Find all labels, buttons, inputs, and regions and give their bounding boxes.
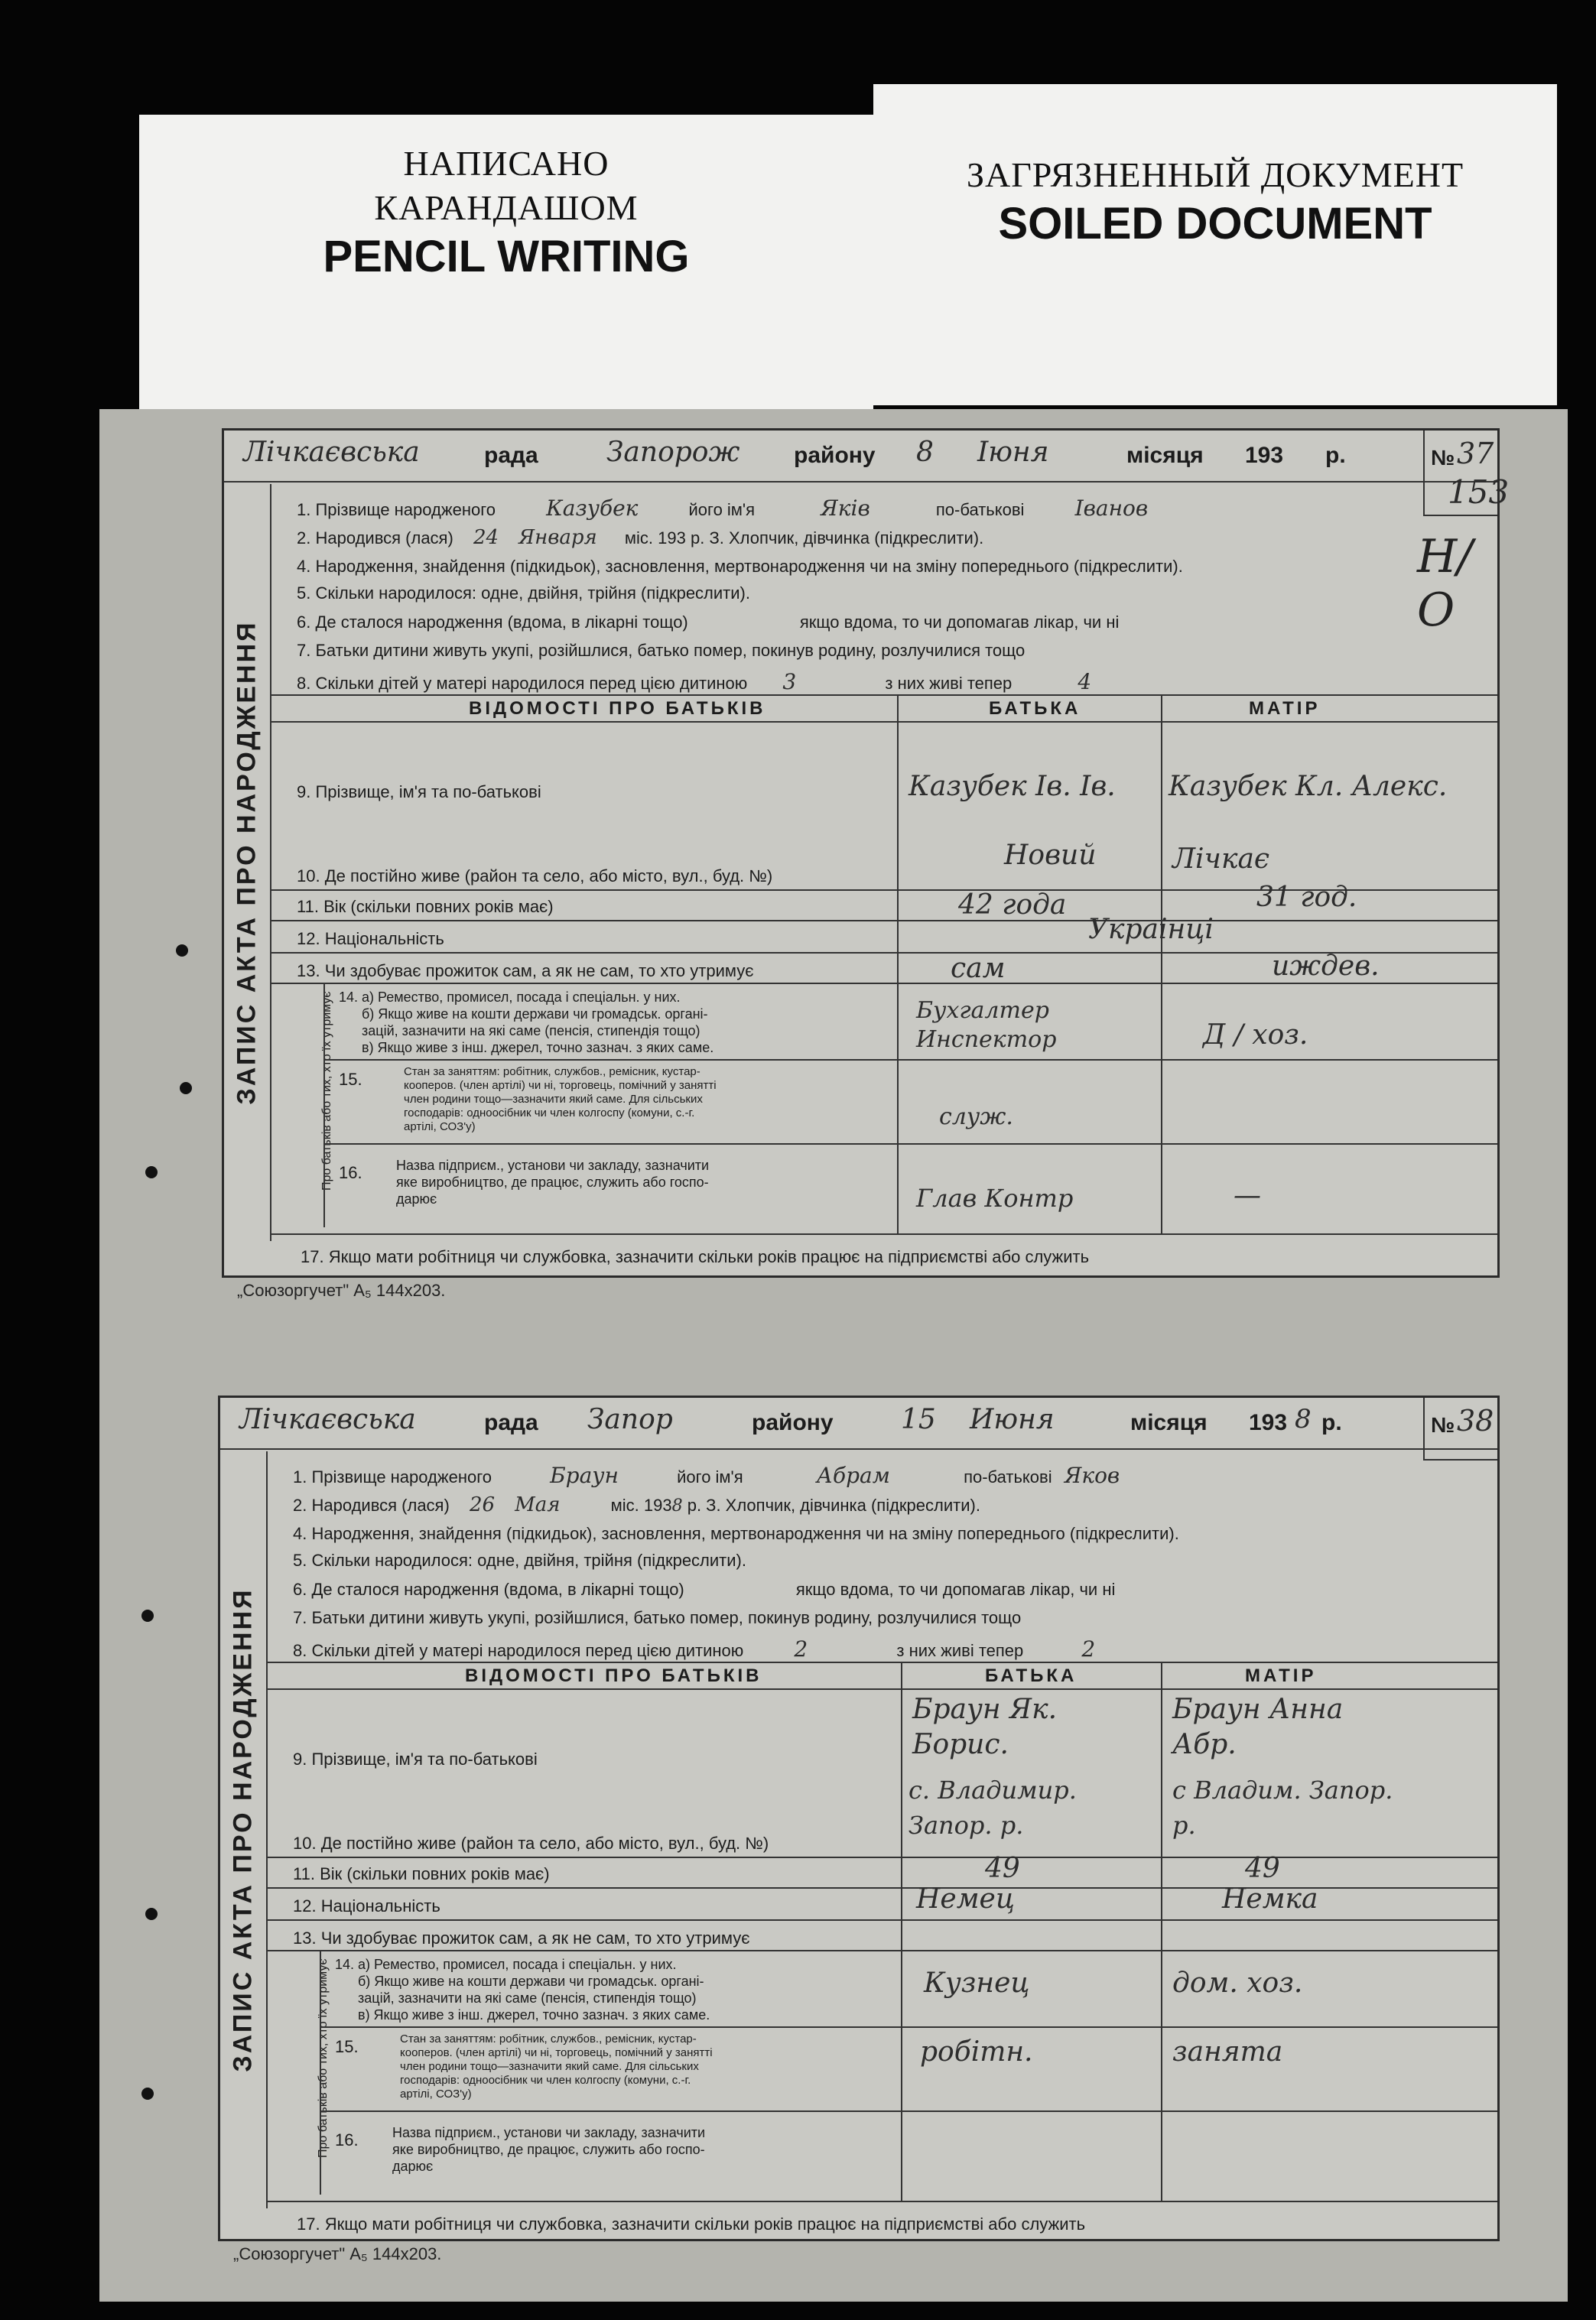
line-17: 17. Якщо мати робітниця чи службовка, зазначити скільки років працює на підприємстві або служить: [301, 1247, 1090, 1266]
col-header-info: ВІДОМОСТІ ПРО БАТЬКІВ: [469, 698, 766, 719]
col-header-mother: МАТІР: [1249, 698, 1321, 719]
month-label: місяця: [1130, 1410, 1208, 1435]
side-title-column: [224, 484, 271, 1241]
year-suffix: р.: [1321, 1410, 1342, 1435]
pencil-writing-label: [139, 115, 873, 421]
pencil-label-ru-2: КАРАНДАШОМ: [374, 188, 639, 227]
line-14a: 14. а) Ремество, промисел, посада і спеціальн. у них.: [339, 989, 681, 1005]
line-14c: в) Якщо живе з інш. джерел, точно зазнач. з яких саме.: [362, 1040, 714, 1055]
line-10: 10. Де постійно живе (район та село, або місто, вул., буд. №): [297, 866, 773, 885]
birth-month: Мая: [515, 1493, 561, 1516]
nationality: Украінці: [1088, 914, 1214, 945]
father-residence: с. Владимир. Запор. р.: [909, 1776, 1077, 1840]
patronymic: Іванов: [1074, 496, 1149, 521]
line-8: 8. Скільки дітей у матері народилося перед цією дитиною 3 з них живі тепер 4: [297, 669, 1092, 694]
rada-label: рада: [484, 1410, 538, 1435]
rada-label: рада: [484, 443, 538, 468]
mother-enterprise: —: [1234, 1180, 1261, 1211]
line-10: 10. Де постійно живе (район та село, або місто, вул., буд. №): [293, 1834, 769, 1853]
line-15-number: 15.: [335, 2037, 359, 2056]
father-status: служ.: [939, 1103, 1013, 1130]
soiled-label-en: SOILED DOCUMENT: [998, 199, 1432, 249]
father-residence: Новий: [1004, 840, 1097, 871]
line-8: 8. Скільки дітей у матері народилося перед цією дитиною 2 з них живі тепер 2: [293, 1636, 1096, 1662]
birth-year-digit: 8: [671, 1496, 683, 1516]
month-value: Июня: [970, 1404, 1055, 1435]
parents-subsection-label: Про батьків або тих, хто їх утримує: [317, 1958, 330, 2158]
first-name: Яків: [821, 496, 870, 521]
father-status: робітн.: [920, 2036, 1033, 2068]
record-number: 38: [1457, 1404, 1494, 1438]
children-before: 2: [794, 1636, 808, 1662]
father-age: 42 года: [958, 889, 1067, 921]
binding-hole: [141, 1610, 154, 1622]
father-name: Казубек Ів. Ів.: [909, 771, 1116, 802]
line-7: 7. Батьки дитини живуть укупі, розійшлися, батько помер, покинув родину, розлучилися тощо: [297, 641, 1026, 660]
number-label: №: [1431, 1413, 1455, 1437]
line-14c: в) Якщо живе з інш. джерел, точно зазнач. з яких саме.: [358, 2007, 710, 2023]
parents-subsection-label: Про батьків або тих, хто їх утримує: [320, 991, 333, 1191]
number-label: №: [1431, 446, 1455, 470]
line-7: 7. Батьки дитини живуть укупі, розійшлися, батько помер, покинув родину, розлучилися тощо: [293, 1608, 1022, 1627]
line-6: 6. Де сталося народження (вдома, в лікарні тощо) якщо вдома, то чи допомагав лікар, чи ні: [297, 612, 1120, 632]
line-15-text: Стан за заняттям: робітник, службов., ремісник, кустар- кооперов. (член артілі) чи ні, торговець, помічний у занятті член родини тощо—зазначити який саме. Для сільських господарів: одноосібник чи член колгоспу (комуни, с.-г. артілі, СОЗ'у): [404, 1065, 717, 1133]
birth-record-form-2: [218, 1396, 1500, 2241]
line-2: 2. Народився (лася) 24 Января міс. 193 р. З. Хлопчик, дівчинка (підкреслити).: [297, 526, 984, 549]
line-16-number: 16.: [335, 2130, 359, 2149]
line-4: 4. Народження, знайдення (підкидьок), засновлення, мертвонародження чи на зміну попереднього (підкреслити).: [293, 1524, 1179, 1543]
binding-hole: [180, 1082, 192, 1094]
year-suffix: р.: [1325, 443, 1346, 468]
margin-mark: Н/О: [1417, 530, 1473, 637]
soiled-document-label: [873, 84, 1557, 405]
surname: Казубек: [546, 496, 639, 521]
father-enterprise: Глав Контр: [916, 1184, 1074, 1213]
mother-trade: дом. хоз.: [1172, 1967, 1303, 1999]
side-title-column: [220, 1451, 268, 2208]
line-1: 1. Прізвище народженого Казубек його ім'я Яків по-батькові Іванов: [297, 496, 1149, 521]
father-age: 49: [985, 1853, 1020, 1884]
year-digit: 8: [1295, 1404, 1312, 1435]
record-number-box: [1423, 1398, 1497, 1461]
line-14b1: б) Якщо живе на кошти держави чи громадськ. органі-: [358, 1974, 704, 1989]
line-14b2: зацій, зазначити на які саме (пенсія, стипендія тощо): [358, 1990, 697, 2006]
day-value: 8: [916, 437, 934, 468]
form-footer-2: „Союзоргучет" А₅ 144x203.: [233, 2244, 442, 2263]
children-before: 3: [782, 669, 797, 694]
mother-trade: Д / хоз.: [1203, 1019, 1308, 1051]
year-prefix: 193: [1245, 443, 1284, 468]
line-16-text: Назва підприєм., установи чи закладу, зазначити яке виробництво, де працює, служить або госпо- дарює: [396, 1158, 710, 1207]
raion-label: району: [794, 443, 876, 468]
father-nationality: Немец: [916, 1883, 1015, 1915]
line-11: 11. Вік (скільки повних років має): [297, 897, 554, 916]
line-6: 6. Де сталося народження (вдома, в лікарні тощо) якщо вдома, то чи допомагав лікар, чи ні: [293, 1580, 1116, 1599]
line-13: 13. Чи здобуває прожиток сам, а як не сам, то хто утримує: [293, 1928, 750, 1948]
line-16-number: 16.: [339, 1163, 362, 1182]
father-trade: Бухгалтер Инспектор: [916, 997, 1057, 1053]
binding-hole: [176, 944, 188, 957]
record-number-box: [1423, 431, 1510, 516]
father-trade: Кузнец: [924, 1967, 1030, 1999]
mother-nationality: Немка: [1222, 1883, 1318, 1915]
record-number: 37: [1457, 437, 1494, 470]
line-14a: 14. а) Ремество, промисел, посада і спеціальн. у них.: [335, 1957, 677, 1972]
form-header: [224, 431, 1497, 483]
first-name: Абрам: [816, 1463, 890, 1488]
line-15-number: 15.: [339, 1070, 362, 1089]
side-title: ЗАПИС АКТА ПРО НАРОДЖЕННЯ: [232, 620, 262, 1105]
col-header-father: БАТЬКА: [989, 698, 1081, 719]
col-header-father: БАТЬКА: [985, 1665, 1078, 1686]
alive-now: 4: [1078, 669, 1092, 694]
line-12: 12. Національність: [293, 1896, 440, 1915]
pencil-label-ru-1: НАПИСАНО: [403, 144, 609, 183]
mother-residence: Лічкає: [1172, 843, 1270, 875]
line-14b1: б) Якщо живе на кошти держави чи громадськ. органі-: [362, 1006, 708, 1022]
side-title: ЗАПИС АКТА ПРО НАРОДЖЕННЯ: [228, 1587, 258, 2072]
rada-value: Лічкаєвська: [243, 437, 420, 468]
day-value: 15: [901, 1404, 936, 1435]
line-9: 9. Прізвище, ім'я та по-батькові: [297, 782, 541, 801]
father-support: сам: [951, 953, 1006, 984]
rada-value: Лічкаєвська: [239, 1404, 416, 1435]
binding-hole: [145, 1908, 158, 1920]
birth-day: 26: [469, 1493, 496, 1516]
col-header-mother: МАТІР: [1245, 1665, 1317, 1686]
soiled-label-ru: ЗАГРЯЗНЕННЫЙ ДОКУМЕНТ: [966, 155, 1464, 194]
mother-age: 49: [1245, 1853, 1280, 1884]
year-prefix: 193: [1249, 1410, 1288, 1435]
line-4: 4. Народження, знайдення (підкидьок), засновлення, мертвонародження чи на зміну попереднього (підкреслити).: [297, 557, 1183, 576]
line-11: 11. Вік (скільки повних років має): [293, 1864, 550, 1883]
mother-age: 31 год.: [1256, 882, 1357, 913]
father-name: Браун Як. Борис.: [912, 1694, 1058, 1760]
col-header-info: ВІДОМОСТІ ПРО БАТЬКІВ: [465, 1665, 762, 1686]
line-2: 2. Народився (лася) 26 Мая міс. 1938 р. З. Хлопчик, дівчинка (підкреслити).: [293, 1493, 980, 1516]
line-15-text: Стан за заняттям: робітник, службов., ремісник, кустар- кооперов. (член артілі) чи ні, торговець, помічний у занятті член родини тощо—зазначити який саме. Для сільських господарів: одноосібник чи член колгоспу (комуни, с.-г. артілі, СОЗ'у): [400, 2032, 713, 2101]
line-5: 5. Скільки народилося: одне, двійня, трійня (підкреслити).: [297, 583, 750, 603]
surname: Браун: [550, 1463, 619, 1488]
mother-name: Казубек Кл. Алекс.: [1169, 771, 1448, 802]
line-16-text: Назва підприєм., установи чи закладу, зазначити яке виробництво, де працює, служить або госпо- дарює: [392, 2125, 706, 2174]
pencil-label-en: PENCIL WRITING: [323, 232, 690, 281]
birth-day: 24: [473, 526, 499, 549]
patronymic: Яков: [1064, 1463, 1120, 1488]
line-1: 1. Прізвище народженого Браун його ім'я Абрам по-батькові Яков: [293, 1463, 1120, 1488]
mother-name: Браун Анна Абр.: [1172, 1694, 1344, 1760]
binding-hole: [145, 1166, 158, 1178]
line-9: 9. Прізвище, ім'я та по-батькові: [293, 1750, 538, 1769]
raion-value: Запор: [587, 1404, 673, 1435]
line-13: 13. Чи здобуває прожиток сам, а як не сам, то хто утримує: [297, 961, 754, 980]
mother-support: иждев.: [1272, 950, 1380, 982]
alive-now: 2: [1081, 1636, 1096, 1662]
line-17: 17. Якщо мати робітниця чи службовка, зазначити скільки років працює на підприємстві або служить: [297, 2214, 1086, 2234]
mother-status: занята: [1172, 2036, 1283, 2068]
birth-record-form-1: [222, 428, 1510, 1278]
month-value: Іюня: [977, 437, 1049, 468]
record-number-2: 153: [1448, 473, 1510, 511]
form-footer-1: „Союзоргучет" А₅ 144x203.: [237, 1281, 446, 1300]
form-header: [220, 1398, 1497, 1450]
birth-month: Января: [518, 526, 597, 549]
month-label: місяця: [1126, 443, 1204, 468]
raion-label: району: [752, 1410, 834, 1435]
raion-value: Запорож: [606, 437, 740, 468]
binding-hole: [141, 2088, 154, 2100]
mother-residence: с Владим. Запор. р.: [1172, 1776, 1393, 1840]
line-14b2: зацій, зазначити на які саме (пенсія, стипендія тощо): [362, 1023, 700, 1038]
line-12: 12. Національність: [297, 929, 444, 948]
line-5: 5. Скільки народилося: одне, двійня, трійня (підкреслити).: [293, 1551, 746, 1570]
